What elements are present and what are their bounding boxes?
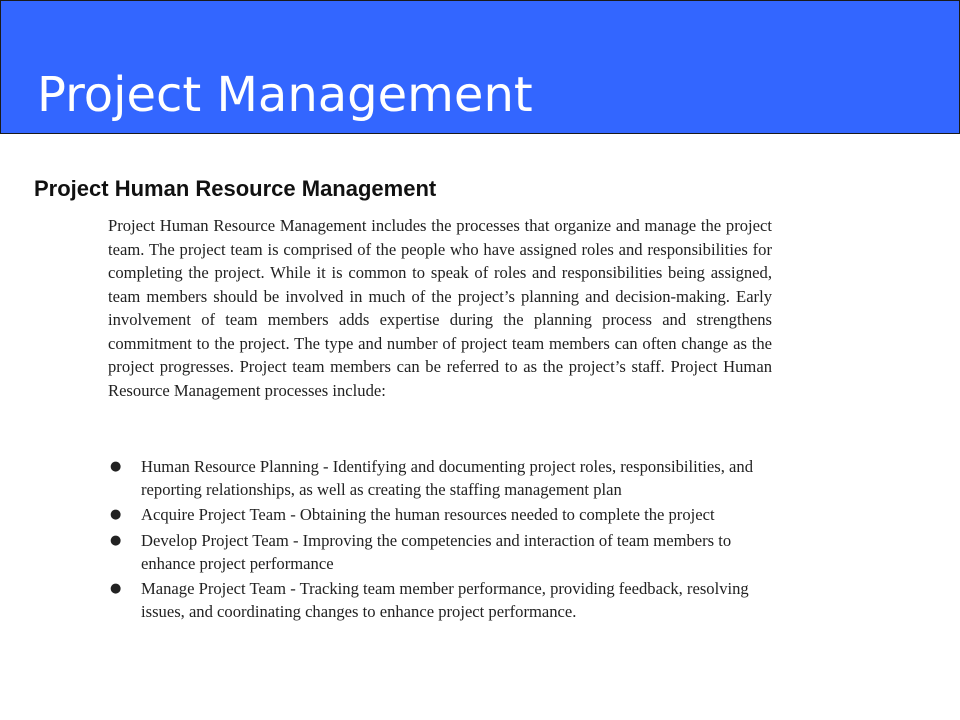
- intro-paragraph: Project Human Resource Management includes the processes that organize and manage the project team. The project team is comprised of the people who have assigned roles and responsibilities for completing the project. While it is common to speak of roles and responsibilities being assigned, team members should be involved in much of the project’s planning and decision-making. Early involvement of team members adds expertise during the planning process and strengthens commitment to the project. The type and number of project team members can often change as the project progresses. Project team members can be referred to as the project’s staff. Project Human Resource Management processes include:: [108, 216, 772, 400]
- list-item-text: Manage Project Team - Tracking team member performance, providing feedback, resolving issues, and coordinating changes to enhance project performance.: [141, 579, 749, 622]
- bullet-dot-icon: ●: [110, 507, 122, 523]
- slide-title: Project Management: [37, 67, 533, 123]
- list-item-text: Acquire Project Team - Obtaining the human resources needed to complete the project: [141, 505, 715, 525]
- list-item-text: Develop Project Team - Improving the competencies and interaction of team members to enhance project performance: [141, 530, 732, 573]
- list-item: [108, 503, 768, 526]
- process-list: [108, 455, 768, 625]
- list-item-text: Human Resource Planning - Identifying and documenting project roles, responsibilities, and reporting relationships, as well as creating the staffing management plan: [141, 457, 753, 500]
- bullet-dot-icon: ●: [110, 459, 122, 474]
- bullet-dot-icon: ●: [110, 532, 122, 548]
- bullet-dot-icon: ●: [110, 581, 122, 597]
- section-heading: Project Human Resource Management: [34, 176, 437, 201]
- title-bar: [0, 0, 960, 134]
- list-item: [108, 455, 768, 501]
- list-item: [108, 577, 768, 623]
- list-item: [108, 529, 768, 575]
